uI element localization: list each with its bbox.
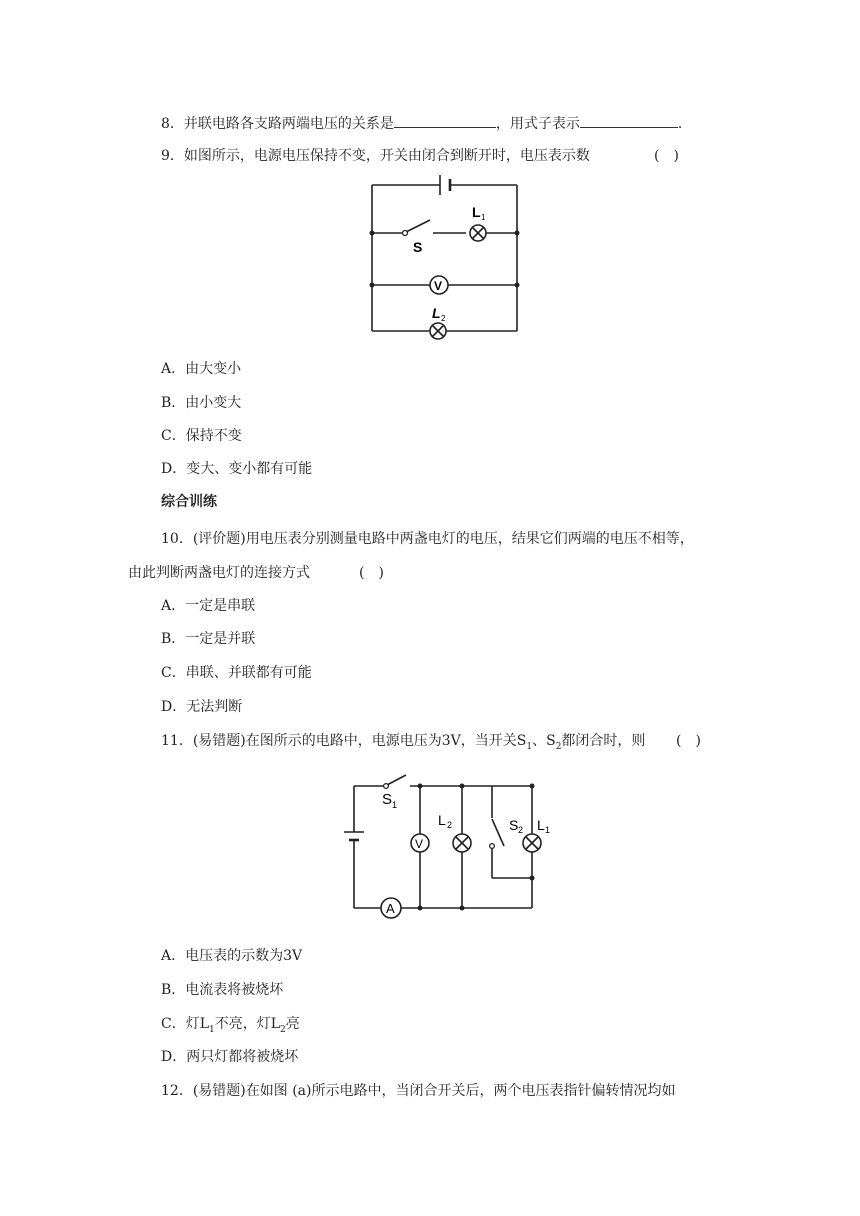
option-text: C．灯L <box>161 1016 210 1032</box>
circuit-diagram-q9 <box>360 168 530 344</box>
option-d[interactable]: D．变大、变小都有可能 <box>161 461 313 477</box>
answer-blank[interactable] <box>580 113 678 128</box>
option-d[interactable]: D．两只灯都将被烧坏 <box>161 1049 299 1065</box>
subscript: 2 <box>280 1024 286 1035</box>
option-a[interactable]: A．电压表的示数为3V <box>161 948 303 964</box>
lamp-l2-label: L <box>432 305 441 321</box>
option-b[interactable]: B．电流表将被烧坏 <box>161 982 284 998</box>
option-a[interactable]: A．由大变小 <box>161 361 242 377</box>
question-10-cont: 由此判断两盏电灯的连接方式 <box>128 565 310 581</box>
switch-s1-label: S <box>382 791 393 808</box>
switch-label: S <box>413 239 423 255</box>
lamp-l1-label: L <box>472 204 481 220</box>
q8-text: 8．并联电路各支路两端电压的关系是 <box>161 116 394 132</box>
section-heading: 综合训练 <box>161 494 217 510</box>
switch-s2-label: S <box>509 817 519 833</box>
question-9 <box>161 146 590 166</box>
subscript: 1 <box>209 1024 215 1035</box>
voltmeter-label: V <box>415 837 424 851</box>
question-8 <box>161 113 692 134</box>
subscript: 2 <box>555 741 562 752</box>
switch-s1-subscript: 1 <box>392 800 398 810</box>
lamp-l2-label: L <box>438 812 446 828</box>
option-c[interactable] <box>161 1014 300 1040</box>
lamp-l2-subscript: 2 <box>441 314 446 323</box>
option-b[interactable]: B．由小变大 <box>161 395 242 411</box>
answer-paren: ( ) <box>654 148 679 164</box>
switch-s2-subscript: 2 <box>518 825 524 835</box>
ammeter-label: A <box>386 901 395 916</box>
answer-blank[interactable] <box>394 113 496 128</box>
q8-text: ，用式子表示 <box>495 116 580 132</box>
circuit-diagram-q11 <box>340 768 550 920</box>
q11-stem: 都闭合时，则 <box>561 733 646 749</box>
option-c[interactable]: C．串联、并联都有可能 <box>161 665 312 681</box>
answer-paren: ( ) <box>676 733 701 749</box>
voltmeter-label: V <box>434 279 443 293</box>
lamp-l1-subscript: 1 <box>545 825 550 835</box>
option-d[interactable]: D．无法判断 <box>161 699 243 715</box>
option-text: 不亮，灯L <box>214 1016 281 1032</box>
option-b[interactable]: B．一定是并联 <box>161 631 256 647</box>
q8-text: ． <box>677 116 692 132</box>
lamp-l1-subscript: 1 <box>481 213 486 222</box>
lamp-l2-subscript: 2 <box>447 820 453 830</box>
question-12: 12．(易错题)在如图 (a)所示电路中，当闭合开关后，两个电压表指针偏转情况均如 <box>161 1083 676 1099</box>
q11-stem: 、S <box>532 733 556 749</box>
option-text: 亮 <box>285 1016 300 1032</box>
option-a[interactable]: A．一定是串联 <box>161 598 256 614</box>
lamp-l1-label: L <box>537 817 545 833</box>
q9-stem: 9．如图所示，电源电压保持不变，开关由闭合到断开时，电压表示数 <box>161 148 590 164</box>
answer-paren: ( ) <box>359 565 384 581</box>
option-c[interactable]: C．保持不变 <box>161 428 242 444</box>
subscript: 1 <box>526 741 533 752</box>
q11-stem: 11．(易错题)在图所示的电路中，电源电压为3V，当开关S <box>161 733 527 749</box>
question-10: 10．(评价题)用电压表分别测量电路中两盏电灯的电压，结果它们两端的电压不相等， <box>161 531 694 547</box>
question-11 <box>161 731 645 757</box>
